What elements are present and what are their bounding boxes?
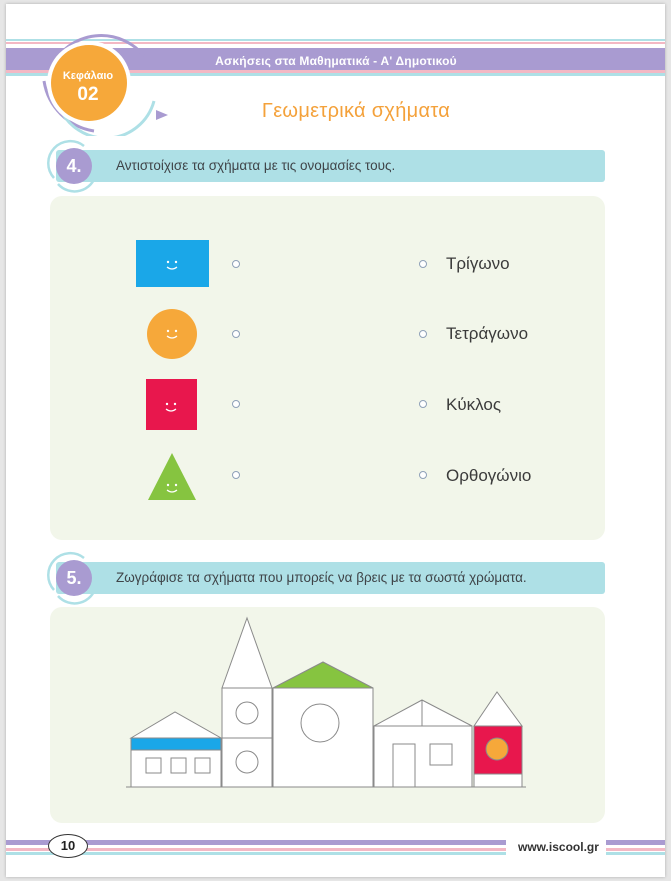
exercise-4-number: 4. [56,148,92,184]
left-match-dot-3[interactable] [232,400,240,408]
exercise-4-instruction: Αντιστοίχισε τα σχήματα με τις ονομασίες τους. [116,158,396,173]
left-match-dot-4[interactable] [232,471,240,479]
right-match-dot-1[interactable] [419,260,427,268]
right-match-dot-3[interactable] [419,400,427,408]
shape-name-circle: Κύκλος [446,395,502,414]
right-match-dot-2[interactable] [419,330,427,338]
exercise-4-bar [56,150,605,182]
triangle-shape [148,452,198,502]
page-number: 10 [48,834,88,858]
rectangle-shape [136,240,210,288]
header-title: Ασκήσεις στα Μαθηματικά - Α' Δημοτικού [215,54,457,68]
exercise-5-number: 5. [56,560,92,596]
chapter-label: Κεφάλαιο [62,70,114,82]
left-match-dot-1[interactable] [232,260,240,268]
worksheet-page [6,4,665,877]
exercise-5-instruction: Ζωγράφισε τα σχήματα που μπορείς να βρεις με τα σωστά χρώματα. [116,570,527,585]
shape-name-triangle: Τρίγωνο [446,254,510,273]
houses-drawing[interactable] [126,614,526,794]
right-match-dot-4[interactable] [419,471,427,479]
left-match-dot-2[interactable] [232,330,240,338]
square-shape [146,379,198,431]
exercise-5-bar [56,562,605,594]
website-link[interactable]: www.iscool.gr [518,840,599,854]
shape-name-square: Τετράγωνο [446,324,529,343]
exercise-4-panel [50,196,605,540]
shape-name-rectangle: Ορθογώνιο [446,466,532,485]
page-title: Γεωμετρικά σχήματα [261,100,451,122]
chapter-number: 02 [77,84,99,105]
circle-shape [146,308,200,362]
